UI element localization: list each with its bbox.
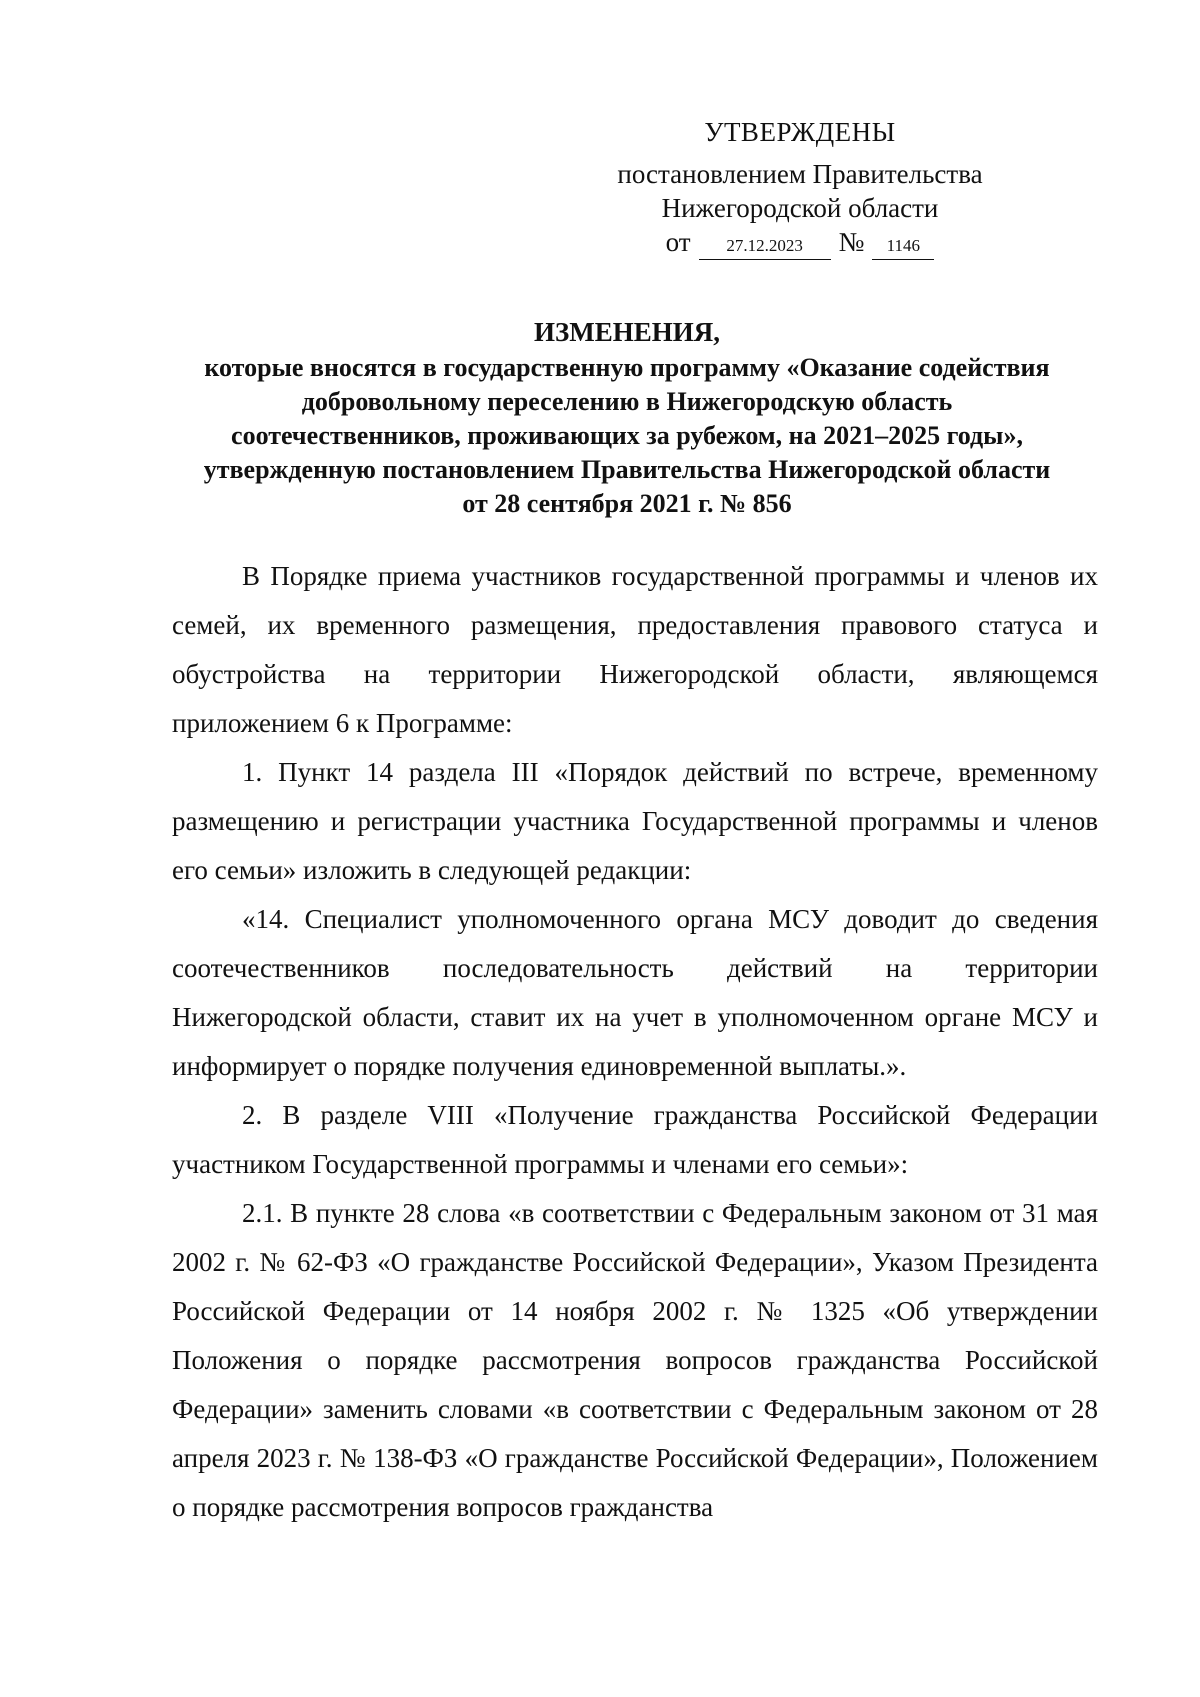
title-line: которые вносятся в государственную программу «Оказание содействия bbox=[204, 353, 1050, 382]
approval-line-1: постановлением Правительства bbox=[617, 159, 983, 189]
number-sign: № bbox=[838, 227, 865, 257]
approval-date: 27.12.2023 bbox=[699, 233, 831, 260]
body-paragraph: 2. В разделе VIII «Получение гражданства Российской Федерации участником Государственной программы и членами его семьи»: bbox=[172, 1100, 1098, 1179]
document-body bbox=[172, 552, 1098, 1532]
approval-line-2: Нижегородской области bbox=[661, 193, 939, 223]
body-paragraph: «14. Специалист уполномоченного органа МСУ доводит до сведения соотечественников последовательность действий на территории Нижегородской области, ставит их на учет в уполномоченном органе МСУ и информирует о порядке получения единовременной выплаты.». bbox=[172, 904, 1098, 1081]
title-line: утвержденную постановлением Правительства Нижегородской области bbox=[203, 455, 1051, 484]
date-prefix: от bbox=[665, 227, 691, 257]
approval-date-line bbox=[666, 225, 935, 260]
body-paragraph: 2.1. В пункте 28 слова «в соответствии с Федеральным законом от 31 мая 2002 г. № 62-ФЗ «О гражданстве Российской Федерации», Указом Президента Российской Федерации от 14 ноября 2002 г. № 1325 «Об утверждении Положения о порядке рассмотрения вопросов гражданства Российской Федерации» заменить словами «в соответствии с Федеральным законом от 28 апреля 2023 г. № 138-ФЗ «О гражданстве Российской Федерации», Положением о порядке рассмотрения вопросов гражданства bbox=[172, 1198, 1098, 1522]
title-main: ИЗМЕНЕНИЯ, bbox=[533, 317, 720, 347]
title-line: соотечественников, проживающих за рубежом, на 2021–2025 годы», bbox=[231, 421, 1023, 450]
title-line: от 28 сентября 2021 г. № 856 bbox=[462, 489, 792, 518]
title-line: добровольному переселению в Нижегородскую область bbox=[301, 387, 953, 416]
body-paragraph: 1. Пункт 14 раздела III «Порядок действий по встрече, временному размещению и регистрации участника Государственной программы и членов его семьи» изложить в следующей редакции: bbox=[172, 757, 1098, 885]
approval-heading: УТВЕРЖДЕНЫ bbox=[704, 117, 896, 147]
body-paragraph: В Порядке приема участников государственной программы и членов их семей, их временного размещения, предоставления правового статуса и обустройства на территории Нижегородской области, являющемся приложением 6 к Программе: bbox=[172, 561, 1098, 738]
approval-number: 1146 bbox=[872, 233, 934, 260]
approval-block bbox=[600, 115, 1000, 260]
document-title bbox=[160, 315, 1094, 521]
